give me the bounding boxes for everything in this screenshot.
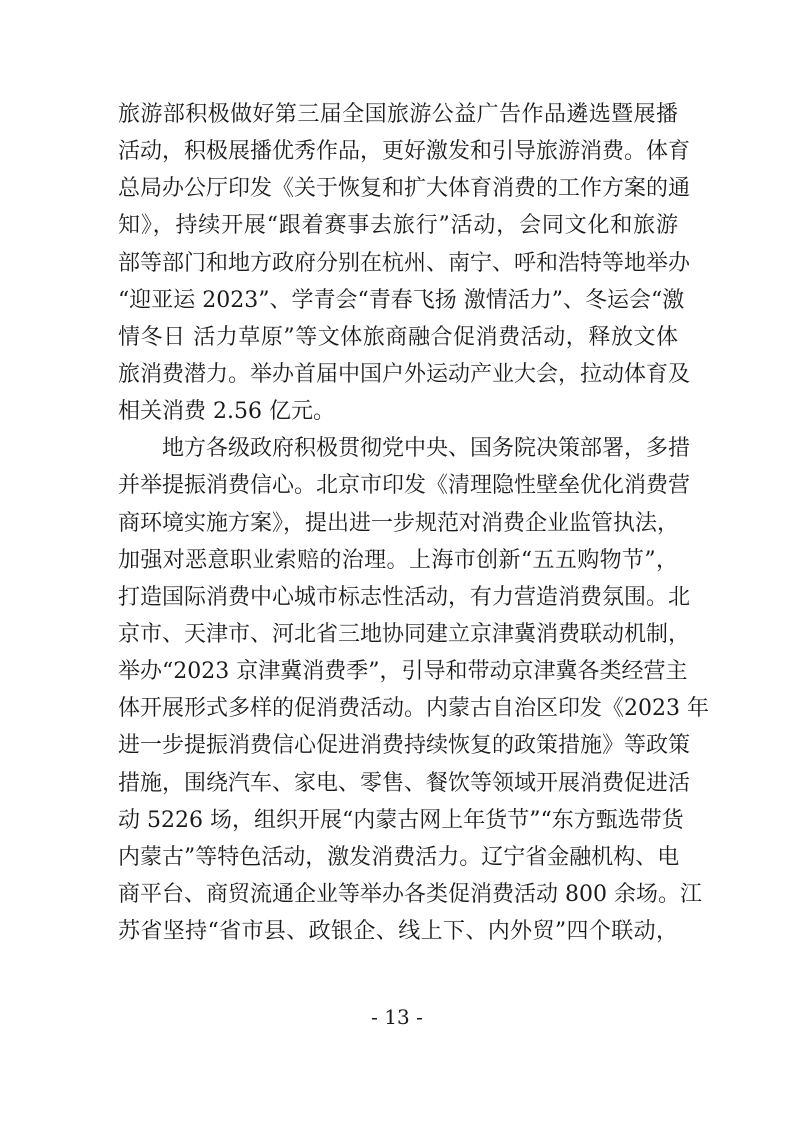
text-line: 进一步提振消费信心促进消费持续恢复的政策措施》等政策 [118, 733, 691, 759]
text-line: 京市、天津市、河北省三地协同建立京津冀消费联动机制， [118, 621, 691, 647]
text-line: 知》，持续开展“跟着赛事去旅行”活动，会同文化和旅游 [118, 213, 678, 239]
text-line: 旅消费潜力。举办首届中国户外运动产业大会，拉动体育及 [118, 361, 691, 387]
text-line: 并举提振消费信心。北京市印发《清理隐性壁垒优化消费营 [118, 473, 691, 499]
text-line: 商平台、商贸流通企业等举办各类促消费活动 800 余场。江 [118, 881, 702, 907]
text-line: 体开展形式多样的促消费活动。内蒙古自治区印发《2023 年 [118, 696, 709, 722]
body-text [118, 96, 709, 950]
text-line: 措施，围绕汽车、家电、零售、餐饮等领域开展消费促进活 [118, 770, 691, 796]
text-line: 举办“2023 京津冀消费季”，引导和带动京津冀各类经营主 [118, 659, 688, 685]
text-line: 苏省坚持“省市县、政银企、线上下、内外贸”四个联动， [118, 919, 678, 945]
text-line: 部等部门和地方政府分别在杭州、南宁、呼和浩特等地举办 [118, 250, 691, 276]
text-line: 加强对恶意职业索赔的治理。上海市创新“五五购物节”， [118, 547, 678, 573]
text-line: 商环境实施方案》，提出进一步规范对消费企业监管执法， [118, 510, 680, 536]
text-line: 总局办公厅印发《关于恢复和扩大体育消费的工作方案的通 [118, 176, 691, 202]
page-number: - 13 - [371, 1005, 423, 1029]
text-line: 情冬日 活力草原”等文体旅商融合促消费活动，释放文体 [118, 324, 678, 350]
text-line: 内蒙古”等特色活动，激发消费活力。辽宁省金融机构、电 [118, 844, 680, 870]
text-line: 动 5226 场，组织开展“内蒙古网上年货节”“东方甄选带货 [118, 807, 684, 833]
text-line: 活动，积极展播优秀作品，更好激发和引导旅游消费。体育 [118, 139, 691, 165]
text-line: 打造国际消费中心城市标志性活动，有力营造消费氛围。北 [118, 584, 691, 610]
text-line: 旅游部积极做好第三届全国旅游公益广告作品遴选暨展播 [118, 102, 678, 127]
text-line: “迎亚运 2023”、学青会“青春飞扬 激情活力”、冬运会“激 [118, 287, 685, 313]
paragraph-first-line: 地方各级政府积极贯彻党中央、国务院决策部署，多措 [162, 436, 691, 462]
text-line: 相关消费 2.56 亿元。 [118, 399, 335, 425]
